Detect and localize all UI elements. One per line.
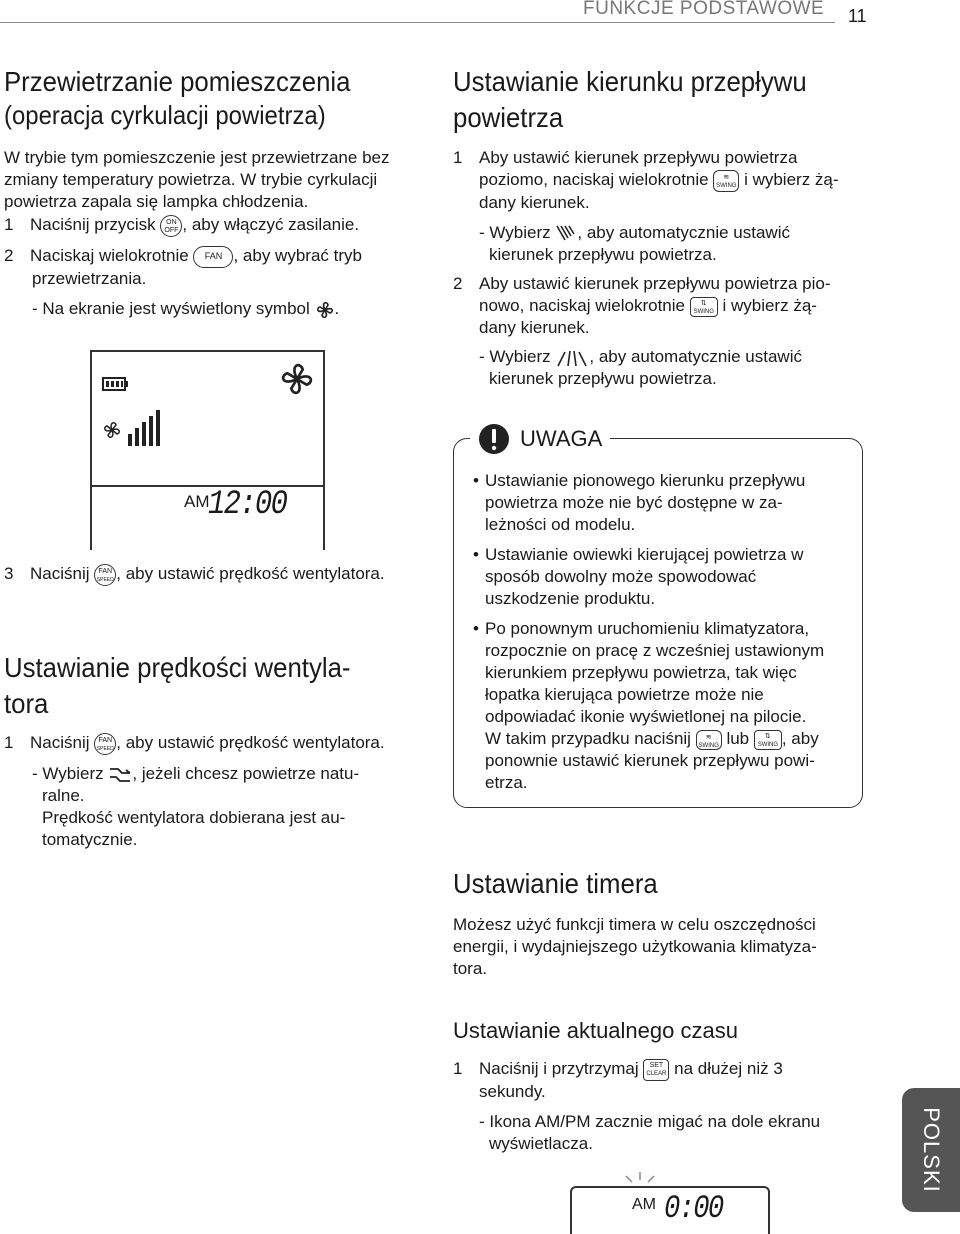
fan-button-icon: FAN [193,246,233,268]
current-time-step1 [453,1058,783,1103]
set-clear-button-icon: SET CLEAR [643,1059,669,1081]
ventilation-step2 [4,245,362,290]
ventilation-intro [4,147,389,213]
step-text: , aby ustawić prędkość wentylatora. [116,733,385,752]
step-number: 2 [4,246,14,265]
step-text: nowo, naciskaj wielokrotnie [479,296,685,315]
step-number: 3 [4,564,14,583]
step-number: 2 [453,274,463,293]
step-text: Naciśnij przycisk [30,215,156,234]
battery-icon [102,376,130,392]
lcd-clock: 0:00 [664,1190,723,1227]
note-text: - Wybierz [479,223,551,242]
warning-icon [478,423,510,455]
warning-header [470,422,610,456]
fan-speed-button-icon: FAN SPEED [94,733,116,755]
step-text: , aby włączyć zasilanie. [182,215,360,234]
language-tab [902,1088,960,1212]
step-text: , aby ustawić prędkość wentylatora. [116,564,385,583]
airflow-step2 [453,273,831,339]
lcd-display-small [570,1186,770,1234]
swing-vertical-button-icon: ⇅ SWING [754,730,782,750]
step-text: poziomo, naciskaj wielokrotnie [479,170,709,189]
ventilation-intro-line: powietrza zapala się lampka chłodzenia. [4,192,309,211]
step-text: na dłużej niż 3 [674,1059,783,1078]
page-number: 11 [848,6,867,26]
fan-speed-button-icon: FAN SPEED [94,564,116,586]
note-text: tomatycznie. [42,830,138,849]
warning-label: UWAGA [520,426,603,451]
vertical-swing-icon [555,348,589,368]
step-number: 1 [4,215,14,234]
current-time-title: Ustawianie aktualnego czasu [453,1018,738,1043]
step-text: sekundy. [479,1081,546,1101]
swing-horizontal-button-icon: ≋ SWING [713,170,739,192]
header-rule [0,22,835,23]
header-section-title: FUNKCJE PODSTAWOWE [583,0,825,19]
fan-speed-title-line2: tora [4,688,49,719]
ventilation-step3 [4,563,385,586]
note-text: - Wybierz [32,764,104,783]
step-number: 1 [453,1059,463,1078]
step-text: Naciśnij [30,733,90,752]
step-text: przewietrzania. [32,268,147,288]
swing-vertical-button-icon: ⇅ SWING [690,297,718,317]
airflow-step1 [453,147,839,214]
step-number: 1 [4,733,14,752]
fan-speed-title-line1: Ustawianie prędkości wentyla- [4,652,351,683]
note-text: - Wybierz [479,347,551,366]
fan-speed-step1 [4,732,385,755]
horizontal-swing-icon [555,224,577,244]
note-text: , aby automatycznie ustawić [577,223,790,242]
warning-item: • Ustawianie owiewki kierującej powietrza w sposób dowolny może spowodować uszkodzenie produktu. [473,544,858,610]
step-text: dany kierunek. [479,318,590,337]
warning-list [473,470,858,802]
note-text: . [334,299,340,318]
on-off-button-icon: ON OFF [160,215,182,237]
step-text: Aby ustawić kierunek przepływu powietrza [479,148,798,167]
ventilation-title-line1: Przewietrzanie pomieszczenia [4,66,351,97]
lcd-am-label: AM [632,1196,656,1213]
step-text: Naciskaj wielokrotnie [30,246,189,265]
ventilation-intro-line: zmiany temperatury powietrza. W trybie cyrkulacji [4,170,378,189]
fan-speed-note [32,763,359,851]
note-text: ralne. [42,786,85,805]
blink-indicator-icon [620,1170,660,1188]
step-text: , aby wybrać tryb [233,246,362,265]
lcd-clock: 12:00 [208,486,287,524]
step-text: Naciśnij i przytrzymaj [479,1059,639,1078]
natural-wind-icon [108,765,132,785]
note-text: kierunek przepływu powietrza. [489,245,717,264]
ventilation-title-line2: (operacja cyrkulacji powietrza) [4,100,326,130]
step-text: i wybierz żą- [744,170,839,189]
ventilation-intro-line: W trybie tym pomieszczenie jest przewietrzane bez [4,148,390,167]
language-tab-label: POLSKI [919,1107,944,1193]
step-text: Naciśnij [30,564,90,583]
fan-symbol-icon [315,300,335,320]
note-text: - Na ekranie jest wyświetlony symbol [32,299,310,318]
step-text: dany kierunek. [479,192,590,212]
step-number: 1 [453,148,463,167]
fan-speed-indicator-icon [100,408,164,452]
current-time-note: - Ikona AM/PM zacznie migać na dole ekranu wyświetlacza. [479,1112,821,1153]
timer-title: Ustawianie timera [453,868,658,899]
note-text: Prędkość wentylatora dobierana jest au- [42,808,346,827]
note-text: kierunek przepływu powietrza. [489,369,717,388]
lcd-am-label: AM [184,492,210,511]
note-text: , jeżeli chcesz powietrze natu- [132,764,360,783]
airflow-title-line2: powietrza [453,102,564,133]
warning-item: • Ustawianie pionowego kierunku przepływu powietrza może nie być dostępne w za- leżności od modelu. [473,470,858,536]
step-text: Aby ustawić kierunek przepływu powietrza pio- [479,274,831,293]
swing-horizontal-button-icon: ≋ SWING [696,730,722,750]
ventilation-step1 [4,214,359,237]
airflow-title-line1: Ustawianie kierunku przepływu [453,66,807,97]
fan-mode-icon [278,360,316,398]
step-text: i wybierz żą- [722,296,817,315]
timer-intro: Możesz użyć funkcji timera w celu oszczędności energii, i wydajniejszego użytkowania klimatyza- tora. [453,915,817,978]
airflow-step1-note [479,222,790,266]
warning-item: • Po ponownym uruchomieniu klimatyzatora, rozpocznie on pracę z wcześniej ustawionym kierunkiem przepływu powietrza, tak więc łopatka kierująca powietrze może nie odpowiadać ikonie wyświetlonej na pilocie. W takim przypadku naciśnij ≋ SWING lub ⇅ SWING , aby ponownie ustawić kierunek przepływu powi- etrza. [473,618,858,794]
airflow-step2-note [479,346,802,390]
ventilation-step2-note [32,298,339,320]
note-text: , aby automatycznie ustawić [589,347,802,366]
lcd-display [90,350,325,550]
